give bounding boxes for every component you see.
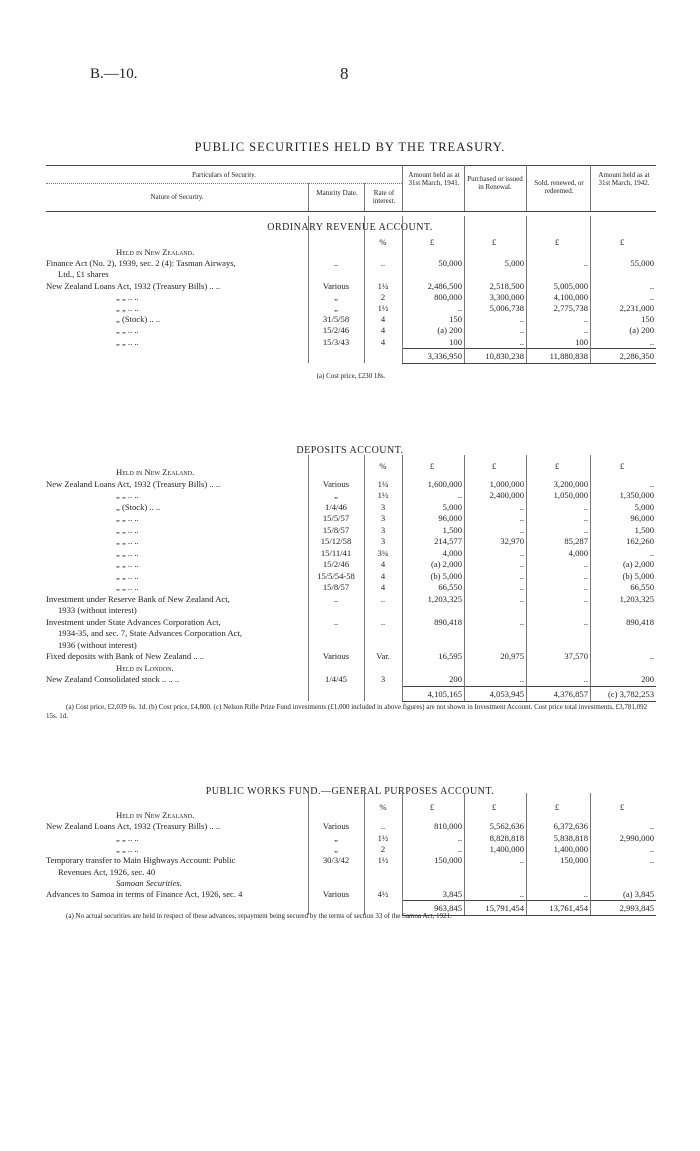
cell-maturity: „: [334, 843, 338, 854]
table-row: [46, 888, 656, 900]
cell-purchased: ..: [519, 616, 524, 627]
cell-sold: 6,372,636: [553, 821, 588, 832]
cell-maturity: 1/4/46: [325, 501, 347, 512]
cell-held-1941: 890,418: [434, 616, 462, 627]
cell-held-1941: (a) 2,000: [430, 559, 462, 569]
cell-held-1942: 2,286,350: [619, 350, 654, 361]
cell-rate: 2: [380, 843, 386, 854]
cell-sold: ..: [583, 616, 588, 627]
cell-particulars: Investment under Reserve Bank of New Zealand Act,: [46, 593, 230, 604]
unit-label: %: [379, 237, 387, 247]
cell-held-1941: 963,845: [434, 903, 462, 914]
section-title: PUBLIC WORKS FUND.—GENERAL PURPOSES ACCOUNT.: [205, 786, 495, 797]
cell-held-1942: ..: [649, 478, 654, 489]
cell-purchased: 20,975: [500, 651, 524, 661]
unit-label: £: [619, 802, 625, 812]
cell-maturity: 15/12/58: [320, 536, 352, 546]
table-row: [46, 512, 656, 524]
cell-purchased: ..: [519, 547, 524, 558]
cell-held-1941: 1,600,000: [427, 478, 462, 489]
cell-sold: 2,775,738: [553, 303, 588, 313]
footnote: (a) Cost price, £230 18s.: [316, 372, 386, 380]
cell-held-1941: (a) 200: [437, 325, 462, 336]
cell-maturity: 1/4/45: [325, 674, 347, 684]
cell-held-1941: 150: [449, 314, 462, 325]
cell-particulars: Samoan Securities.: [116, 877, 182, 888]
cell-particulars: Revenues Act, 1926, sec. 40: [58, 866, 156, 877]
cell-particulars: 1933 (without interest): [58, 605, 137, 615]
cell-held-1942: (c) 3,782,253: [607, 688, 654, 699]
cell-purchased: 4,053,945: [489, 688, 524, 699]
cell-particulars: „ „ .. ..: [116, 582, 139, 592]
cell-particulars: 1936 (without interest): [58, 639, 137, 650]
cell-maturity: 31/5/58: [322, 314, 350, 325]
cell-held-1942: ..: [649, 291, 654, 302]
cell-maturity: 15/11/41: [320, 547, 352, 558]
cell-particulars: Fixed deposits with Bank of New Zealand .. ..: [46, 651, 205, 661]
cell-sold: 85,287: [564, 536, 588, 546]
cell-particulars: „ „ .. ..: [116, 559, 139, 569]
cell-held-1941: 3,336,950: [427, 350, 462, 361]
cell-maturity: Various: [322, 889, 350, 900]
cell-held-1942: 5,000: [634, 501, 654, 512]
cell-sold: 3,200,000: [553, 478, 588, 489]
cell-purchased: 32,970: [500, 536, 524, 546]
table-row: [46, 639, 656, 651]
unit-label: £: [554, 237, 560, 247]
page-number: 8: [340, 64, 349, 83]
cell-purchased: ..: [519, 325, 524, 336]
table-row: [46, 877, 656, 889]
cell-rate: 4½: [377, 889, 389, 900]
unit-label: £: [554, 461, 560, 471]
header-sold: Sold, renewed, or redeemed.: [534, 179, 584, 195]
cell-purchased: ..: [519, 674, 524, 684]
cell-sold: 4,376,857: [553, 688, 588, 699]
cell-sold: ..: [583, 524, 588, 535]
cell-held-1941: 16,595: [438, 651, 462, 661]
cell-maturity: 30/3/42: [322, 855, 350, 866]
cell-particulars: „ „ .. ..: [116, 832, 139, 843]
cell-sold: ..: [583, 559, 588, 569]
cell-purchased: ..: [519, 336, 524, 347]
total-row: [46, 688, 656, 700]
table-row: [46, 593, 656, 605]
cell-rate: ..: [380, 821, 386, 832]
unit-label: £: [429, 461, 435, 471]
table-row: [46, 673, 656, 685]
cell-particulars: Held in New Zealand.: [116, 247, 195, 257]
cell-held-1941: 3,845: [442, 889, 462, 900]
total-row: [46, 350, 656, 362]
cell-sold: ..: [583, 314, 588, 325]
cell-held-1942: 162,260: [626, 536, 654, 546]
cell-held-1942: 1,500: [634, 524, 654, 535]
cell-held-1942: 66,550: [630, 582, 654, 592]
cell-particulars: „ „ .. ..: [116, 570, 139, 581]
cell-held-1942: ..: [649, 336, 654, 347]
cell-sold: 13,761,454: [549, 903, 588, 914]
cell-particulars: „ (Stock) .. ..: [116, 501, 161, 512]
table-row: [46, 291, 656, 303]
cell-particulars: „ „ .. ..: [116, 490, 139, 500]
cell-held-1941: 2,486,500: [427, 280, 462, 291]
cell-rate: 3: [380, 674, 386, 684]
cell-held-1941: 5,000: [442, 501, 462, 512]
section-title: DEPOSITS ACCOUNT.: [296, 445, 404, 456]
table-row: [46, 489, 656, 501]
cell-particulars: Temporary transfer to Main Highways Account: Public: [46, 855, 236, 866]
header-purchased: Purchased or issued in Renewal.: [467, 175, 523, 191]
cell-held-1942: 2,990,000: [619, 832, 654, 843]
unit-label: £: [491, 802, 497, 812]
header-rate: Rate of interest.: [372, 189, 396, 205]
table-row: [46, 302, 656, 314]
cell-maturity: ..: [333, 616, 339, 627]
cell-sold: 1,400,000: [553, 843, 588, 854]
cell-particulars: Finance Act (No. 2), 1939, sec. 2 (4): Tasman Airways,: [46, 258, 236, 269]
cell-held-1941: 810,000: [434, 821, 462, 832]
cell-rate: 1½: [377, 490, 389, 500]
cell-purchased: ..: [519, 855, 524, 866]
cell-rate: 1¼: [377, 280, 389, 291]
cell-sold: 150,000: [560, 855, 588, 866]
cell-particulars: Held in New Zealand.: [116, 810, 195, 820]
table-row: [46, 662, 656, 674]
cell-held-1941: 50,000: [438, 258, 462, 269]
cell-particulars: Held in London.: [116, 662, 174, 673]
table-row: [46, 324, 656, 336]
cell-rate: 1¼: [377, 478, 389, 489]
cell-particulars: Investment under State Advances Corporation Act,: [46, 616, 221, 627]
cell-held-1941: ..: [457, 490, 462, 500]
cell-purchased: 5,562,636: [489, 821, 524, 832]
cell-rate: 4: [380, 570, 386, 581]
cell-sold: 4,000: [568, 547, 588, 558]
cell-maturity: „: [334, 291, 338, 302]
cell-held-1941: 96,000: [438, 513, 462, 523]
cell-particulars: New Zealand Loans Act, 1932 (Treasury Bills) .. ..: [46, 821, 221, 832]
table-row: [46, 581, 656, 593]
cell-rate: 1½: [377, 832, 389, 843]
cell-maturity: Various: [322, 651, 350, 661]
table-row: [46, 535, 656, 547]
cell-rate: 4: [380, 582, 386, 592]
cell-maturity: ..: [333, 258, 339, 269]
table-row: [46, 524, 656, 536]
cell-held-1941: 4,000: [442, 547, 462, 558]
cell-sold: 1,050,000: [553, 490, 588, 500]
table-row: [46, 866, 656, 878]
cell-rate: 4: [380, 325, 386, 336]
cell-particulars: New Zealand Consolidated stock .. .. ..: [46, 674, 180, 684]
cell-sold: ..: [583, 513, 588, 523]
cell-purchased: ..: [519, 524, 524, 535]
unit-label: £: [619, 237, 625, 247]
cell-held-1941: (b) 5,000: [430, 570, 462, 581]
cell-purchased: ..: [519, 314, 524, 325]
document-reference: B.—10.: [90, 66, 138, 82]
cell-sold: 4,100,000: [553, 291, 588, 302]
cell-sold: ..: [583, 258, 588, 269]
cell-particulars: Advances to Samoa in terms of Finance Act, 1926, sec. 4: [46, 889, 243, 900]
cell-rate: 3: [380, 501, 386, 512]
cell-particulars: 1934-35, and sec. 7, State Advances Corporation Act,: [58, 628, 243, 638]
cell-held-1942: ..: [649, 855, 654, 866]
cell-rate: 3: [380, 536, 386, 546]
cell-particulars: „ „ .. ..: [116, 843, 139, 854]
table-row: [46, 501, 656, 513]
cell-rate: 4: [380, 314, 386, 325]
header-nature: Nature of Security.: [150, 193, 204, 201]
cell-maturity: Various: [322, 478, 350, 489]
cell-particulars: „ „ .. ..: [116, 536, 139, 546]
cell-held-1942: ..: [649, 547, 654, 558]
cell-maturity: 15/8/57: [322, 524, 350, 535]
cell-purchased: 10,830,238: [485, 350, 524, 361]
cell-rate: 4: [380, 336, 386, 347]
column-header: [46, 165, 656, 211]
cell-held-1941: 100: [449, 336, 462, 347]
cell-maturity: 15/3/43: [322, 336, 350, 347]
cell-held-1941: 4,105,165: [427, 688, 462, 699]
cell-sold: 100: [575, 336, 588, 347]
cell-purchased: 1,000,000: [489, 478, 524, 489]
cell-sold: ..: [583, 582, 588, 592]
cell-purchased: 3,300,000: [489, 291, 524, 302]
cell-rate: ..: [380, 258, 386, 269]
cell-rate: 1½: [377, 303, 389, 313]
table-row: [46, 820, 656, 832]
cell-held-1942: (a) 3,845: [622, 889, 654, 900]
cell-purchased: 2,400,000: [489, 490, 524, 500]
footnote: (a) Cost price, £2,039 6s. 1d. (b) Cost price, £4,800. (c) Nelson Rifle Prize Fund investments (£1,000 included in above figures) are not shown in Investment Account. Cost price total investments, £3,781,092 15s. 1d.: [46, 703, 648, 720]
cell-rate: 3¾: [377, 547, 389, 558]
cell-sold: ..: [583, 889, 588, 900]
cell-held-1942: 200: [641, 674, 654, 684]
cell-held-1941: 214,577: [434, 536, 462, 546]
cell-held-1941: 200: [449, 674, 462, 684]
cell-purchased: ..: [519, 582, 524, 592]
table-row: [46, 246, 656, 258]
cell-particulars: New Zealand Loans Act, 1932 (Treasury Bills) .. ..: [46, 478, 221, 489]
unit-label: £: [429, 802, 435, 812]
table-row: [46, 627, 656, 639]
table-row: [46, 268, 656, 280]
cell-particulars: New Zealand Loans Act, 1932 (Treasury Bills) .. ..: [46, 280, 221, 291]
cell-rate: 2: [380, 291, 386, 302]
cell-held-1941: 800,000: [434, 291, 462, 302]
cell-maturity: 15/2/46: [322, 325, 350, 336]
table-row: [46, 843, 656, 855]
table-row: [46, 854, 656, 866]
cell-purchased: ..: [519, 513, 524, 523]
cell-rate: ..: [380, 616, 386, 627]
cell-purchased: ..: [519, 501, 524, 512]
cell-purchased: 1,400,000: [489, 843, 524, 854]
footnote: (a) No actual securities are held in respect of these advances, repayment being secured by the terms of section 33 of the Samoa Act, 1921.: [66, 912, 452, 920]
table-row: [46, 257, 656, 269]
table-row: [46, 558, 656, 570]
cell-sold: 37,570: [564, 651, 588, 661]
cell-maturity: Various: [322, 280, 350, 291]
table-row: [46, 336, 656, 348]
cell-held-1942: ..: [649, 843, 654, 854]
cell-purchased: ..: [519, 889, 524, 900]
cell-held-1941: ..: [457, 843, 462, 854]
table-row: [46, 466, 656, 478]
cell-held-1942: 2,231,000: [619, 303, 654, 313]
section-title: ORDINARY REVENUE ACCOUNT.: [267, 222, 433, 233]
cell-maturity: 15/5/54-58: [317, 570, 355, 581]
cell-purchased: 5,000: [504, 258, 524, 269]
unit-label: £: [619, 461, 625, 471]
cell-held-1942: (b) 5,000: [622, 570, 654, 581]
table-row: [46, 604, 656, 616]
table-row: [46, 832, 656, 844]
cell-purchased: 15,791,454: [485, 903, 524, 914]
table-row: [46, 478, 656, 490]
cell-held-1942: (a) 200: [629, 325, 654, 336]
cell-purchased: 2,518,500: [489, 280, 524, 291]
cell-purchased: ..: [519, 570, 524, 581]
cell-held-1942: ..: [649, 821, 654, 832]
cell-sold: 11,880,838: [549, 350, 588, 361]
cell-held-1942: 1,350,000: [619, 490, 654, 500]
cell-particulars: „ „ .. ..: [116, 325, 139, 336]
header-held-1942: Amount held as at 31st March, 1942.: [598, 171, 650, 187]
cell-rate: 4: [380, 559, 386, 569]
unit-label: %: [379, 802, 387, 812]
cell-particulars: „ „ .. ..: [116, 547, 139, 558]
cell-sold: 5,838,818: [553, 832, 588, 843]
cell-held-1942: (a) 2,000: [622, 559, 654, 569]
cell-maturity: „: [334, 303, 338, 313]
cell-held-1942: 55,000: [630, 258, 654, 269]
cell-particulars: Ltd., £1 shares: [58, 269, 109, 280]
unit-label: %: [379, 461, 387, 471]
cell-purchased: 5,006,738: [489, 303, 524, 313]
table-row: [46, 650, 656, 662]
table-row: [46, 616, 656, 628]
cell-held-1941: 150,000: [434, 855, 462, 866]
cell-rate: 3: [380, 524, 386, 535]
cell-sold: ..: [583, 570, 588, 581]
cell-held-1941: 1,203,325: [427, 593, 462, 604]
cell-particulars: Held in New Zealand.: [116, 467, 195, 477]
cell-sold: ..: [583, 501, 588, 512]
cell-rate: Var.: [376, 651, 390, 661]
cell-particulars: „ „ .. ..: [116, 336, 139, 347]
cell-rate: 3: [380, 513, 386, 523]
unit-label: £: [554, 802, 560, 812]
table-row: [46, 313, 656, 325]
table-row: [46, 809, 656, 821]
cell-rate: ..: [380, 593, 386, 604]
cell-maturity: „: [334, 490, 338, 500]
table-row: [46, 547, 656, 559]
cell-particulars: „ „ .. ..: [116, 291, 139, 302]
cell-purchased: 8,828,818: [489, 832, 524, 843]
cell-particulars: „ (Stock) .. ..: [116, 314, 161, 325]
cell-held-1941: 66,550: [438, 582, 462, 592]
table-row: [46, 280, 656, 292]
cell-held-1942: 890,418: [626, 616, 654, 627]
header-held-1941: Amount held as at 31st March, 1941.: [408, 171, 460, 187]
cell-maturity: 15/5/57: [322, 513, 350, 523]
cell-sold: 5,005,000: [553, 280, 588, 291]
cell-sold: ..: [583, 325, 588, 336]
cell-maturity: 15/2/46: [322, 559, 350, 569]
page-title: PUBLIC SECURITIES HELD BY THE TREASURY.: [194, 140, 506, 154]
cell-held-1942: 1,203,325: [619, 593, 654, 604]
cell-particulars: „ „ .. ..: [116, 513, 139, 523]
cell-held-1941: ..: [457, 303, 462, 313]
unit-label: £: [491, 237, 497, 247]
cell-held-1942: 2,993,845: [619, 903, 654, 914]
cell-held-1942: ..: [649, 280, 654, 291]
cell-maturity: Various: [322, 821, 350, 832]
cell-held-1941: 1,500: [442, 524, 462, 535]
unit-label: £: [429, 237, 435, 247]
cell-purchased: ..: [519, 593, 524, 604]
cell-maturity: ..: [333, 593, 339, 604]
cell-sold: ..: [583, 593, 588, 604]
cell-purchased: ..: [519, 559, 524, 569]
cell-rate: 1½: [377, 855, 389, 866]
cell-maturity: „: [334, 832, 338, 843]
cell-held-1941: ..: [457, 832, 462, 843]
cell-particulars: „ „ .. ..: [116, 524, 139, 535]
cell-held-1942: 96,000: [630, 513, 654, 523]
cell-maturity: 15/8/57: [322, 582, 350, 592]
cell-particulars: „ „ .. ..: [116, 303, 139, 313]
table-row: [46, 570, 656, 582]
cell-held-1942: 150: [641, 314, 654, 325]
unit-label: £: [491, 461, 497, 471]
cell-held-1942: ..: [649, 651, 654, 661]
header-particulars: Particulars of Security.: [192, 171, 256, 179]
cell-sold: ..: [583, 674, 588, 684]
header-maturity: Maturity Date.: [316, 189, 358, 197]
